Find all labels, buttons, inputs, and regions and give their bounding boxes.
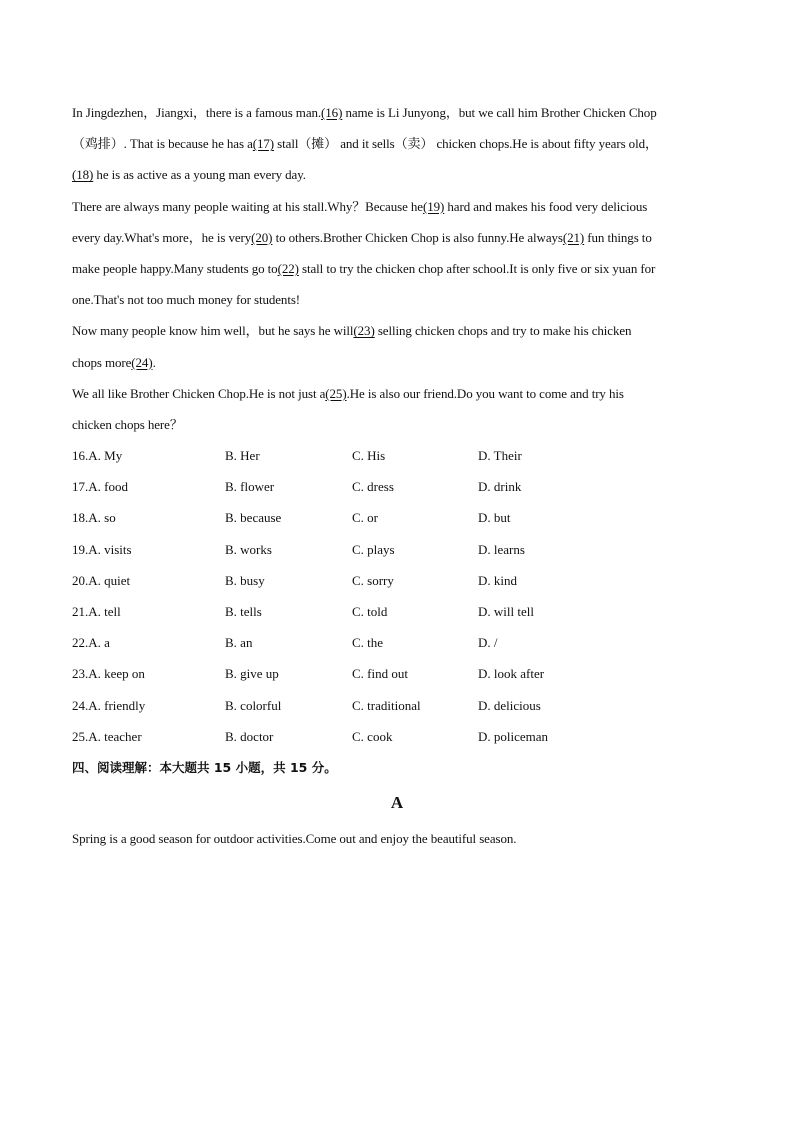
- passage-text: Now many people know him well，but he says he will: [72, 323, 354, 339]
- option-d: D. delicious: [478, 697, 541, 713]
- option-a: 21.A. tell: [72, 604, 121, 619]
- option-d: D. look after: [478, 666, 545, 682]
- passage-text: fun things to: [584, 229, 652, 245]
- option-a: 18.A. so: [72, 510, 116, 526]
- blank-number: (20): [251, 229, 273, 245]
- option-a: 25.A. teacher: [72, 728, 142, 744]
- option-a: 17.A. food: [72, 479, 128, 495]
- option-d: D. will tell: [478, 604, 534, 619]
- passage-text: We all like Brother Chicken Chop.He is not just a: [72, 385, 326, 401]
- passage-text: .He is also our friend.Do you want to come and try his: [346, 385, 624, 401]
- question-row: [72, 658, 722, 689]
- passage-text: name is Li Junyong，but we call him Brother Chicken Chop: [342, 105, 657, 120]
- passage-text: every day.What's more，he is very: [72, 229, 252, 245]
- option-d: D. kind: [478, 572, 517, 588]
- passage-line: [72, 315, 722, 346]
- passage-line: [72, 159, 722, 190]
- option-d: D. learns: [478, 541, 525, 557]
- passage-text: one.That's not too much money for students!: [72, 292, 301, 308]
- blank-number: (21): [562, 229, 585, 245]
- section-title: 四、阅读理解：本大题共 15 小题，共 15 分。: [72, 759, 337, 775]
- blank-number: (24): [131, 354, 153, 370]
- option-a: 24.A. friendly: [72, 697, 146, 713]
- option-a: 22.A. a: [72, 635, 110, 651]
- passage-text: .: [152, 354, 156, 370]
- question-row: [72, 502, 722, 533]
- blank-number: (17): [252, 136, 275, 152]
- blank-number: (25): [325, 385, 347, 401]
- question-row: [72, 471, 722, 502]
- option-c: C. find out: [352, 666, 408, 682]
- option-b: B. busy: [225, 572, 265, 588]
- option-c: C. sorry: [352, 572, 394, 588]
- question-row: [72, 534, 722, 565]
- option-b: B. an: [225, 635, 253, 651]
- option-b: B. because: [225, 510, 282, 526]
- passage-line: [72, 222, 722, 253]
- option-c: C. the: [352, 635, 384, 651]
- option-b: B. flower: [225, 479, 275, 495]
- passage-line: [72, 128, 722, 159]
- option-c: C. cook: [352, 728, 393, 744]
- option-b: B. works: [225, 541, 272, 557]
- passage-text: he is as active as a young man every day.: [93, 167, 306, 183]
- passage-text: make people happy.Many students go to: [72, 260, 278, 276]
- option-c: C. told: [352, 604, 388, 619]
- passage-text: （鸡排）. That is because he has a: [72, 136, 253, 152]
- passage-line: [72, 378, 722, 409]
- question-row: [72, 565, 722, 596]
- passage-text: chops more: [72, 354, 132, 370]
- option-b: B. tells: [225, 604, 262, 619]
- passage-intro: Spring is a good season for outdoor activities.Come out and enjoy the beautiful season.: [72, 830, 517, 846]
- passage-text: hard and makes his food very delicious: [444, 198, 648, 214]
- question-row: [72, 627, 722, 658]
- passage-text: stall（摊） and it sells（卖） chicken chops.He is about fifty years old，: [274, 136, 658, 152]
- option-c: C. His: [352, 448, 386, 464]
- option-d: D. /: [478, 635, 498, 651]
- blank-number: (16): [321, 105, 343, 120]
- option-c: C. plays: [352, 541, 395, 557]
- option-a: 23.A. keep on: [72, 666, 145, 682]
- option-d: D. policeman: [478, 728, 549, 744]
- blank-number: (19): [422, 198, 445, 214]
- option-c: C. or: [352, 510, 378, 526]
- option-b: B. colorful: [225, 697, 282, 713]
- passage-text: chicken chops here？: [72, 416, 183, 432]
- passage-text: In Jingdezhen，Jiangxi，there is a famous man.: [72, 105, 322, 120]
- blank-number: (18): [72, 167, 94, 183]
- passage-text: stall to try the chicken chop after school.It is only five or six yuan for: [298, 260, 656, 276]
- question-row: [72, 721, 722, 752]
- question-row: [72, 440, 722, 471]
- blank-number: (22): [277, 260, 299, 276]
- passage-line: [72, 409, 722, 440]
- option-b: B. give up: [225, 666, 279, 682]
- passage-line: [72, 97, 722, 128]
- option-c: C. dress: [352, 479, 394, 495]
- option-d: D. drink: [478, 479, 522, 495]
- option-b: B. doctor: [225, 728, 274, 744]
- cloze-passage: [72, 97, 722, 440]
- option-a: 16.A. My: [72, 448, 123, 464]
- passage-text: selling chicken chops and try to make his chicken: [374, 323, 632, 339]
- option-b: B. Her: [225, 448, 260, 464]
- question-row: [72, 596, 722, 627]
- passage-line: [72, 253, 722, 284]
- passage-line: [72, 191, 722, 222]
- option-c: C. traditional: [352, 697, 421, 713]
- passage-text: to others.Brother Chicken Chop is also funny.He always: [272, 229, 563, 245]
- passage-line: [72, 284, 722, 315]
- option-a: 20.A. quiet: [72, 572, 131, 588]
- passage-line: [72, 347, 722, 378]
- exam-page: [72, 97, 722, 854]
- option-d: D. but: [478, 510, 511, 526]
- option-a: 19.A. visits: [72, 541, 132, 557]
- question-row: [72, 690, 722, 721]
- option-d: D. Their: [478, 448, 522, 464]
- passage-text: There are always many people waiting at his stall.Why？Because he: [72, 198, 423, 214]
- passage-label: A: [390, 792, 404, 812]
- question-list: [72, 440, 722, 752]
- blank-number: (23): [353, 323, 375, 339]
